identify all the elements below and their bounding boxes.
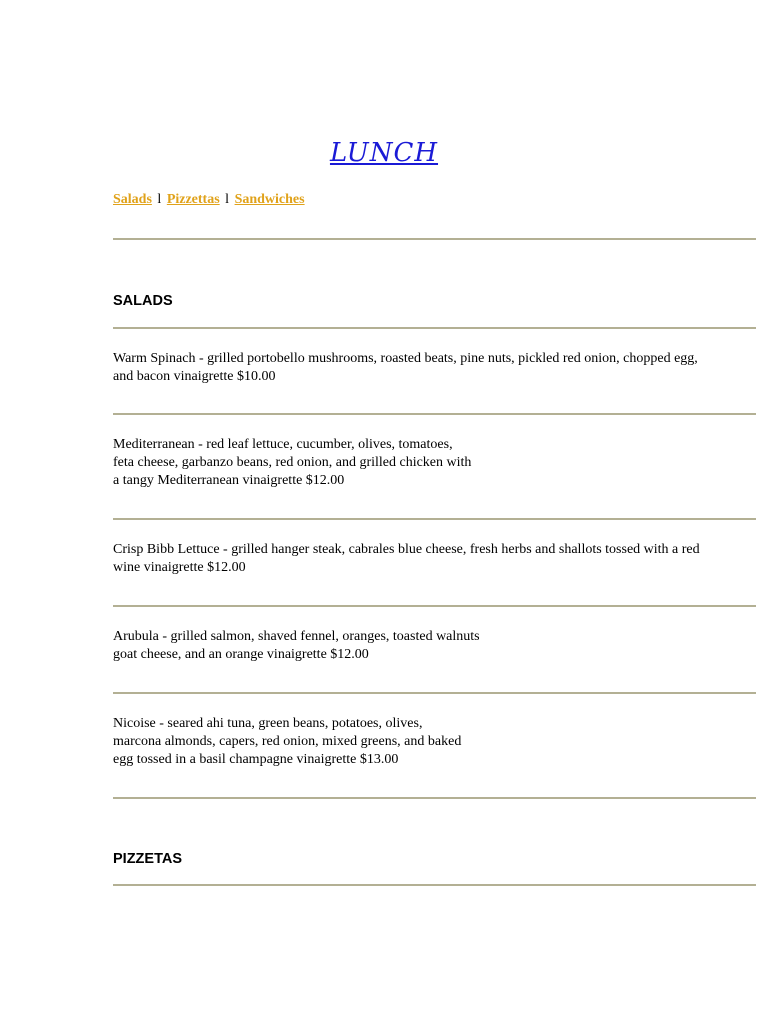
page-title: LUNCH bbox=[329, 138, 439, 168]
divider bbox=[113, 692, 756, 694]
menu-item-nicoise: Nicoise - seared ahi tuna, green beans, potatoes, olives, marcona almonds, capers, red onion, mixed greens, and baked egg tossed in a basil champagne vinaigrette $13.00 bbox=[113, 716, 462, 767]
menu-item-arubula: Arubula - grilled salmon, shaved fennel, oranges, toasted walnuts goat cheese, and an orange vinaigrette $12.00 bbox=[113, 629, 480, 662]
nav-separator: l bbox=[225, 192, 230, 207]
section-nav bbox=[113, 192, 305, 208]
divider bbox=[113, 884, 756, 886]
menu-item-warm-spinach: Warm Spinach - grilled portobello mushrooms, roasted beats, pine nuts, pickled red onion, chopped egg, and bacon vinaigrette $10.00 bbox=[113, 351, 698, 384]
divider bbox=[113, 605, 756, 607]
nav-link-sandwiches[interactable]: Sandwiches bbox=[234, 192, 305, 207]
menu-item-crisp-bibb-lettuce: Crisp Bibb Lettuce - grilled hanger steak, cabrales blue cheese, fresh herbs and shallots tossed with a red wine vinaigrette $12.00 bbox=[113, 542, 700, 575]
divider bbox=[113, 797, 756, 799]
nav-separator: l bbox=[157, 192, 162, 207]
divider bbox=[113, 518, 756, 520]
menu-item-mediterranean: Mediterranean - red leaf lettuce, cucumber, olives, tomatoes, feta cheese, garbanzo beans, red onion, and grilled chicken with a tangy Mediterranean vinaigrette $12.00 bbox=[113, 437, 472, 488]
nav-link-salads[interactable]: Salads bbox=[113, 192, 152, 207]
section-heading-salads: SALADS bbox=[113, 293, 173, 309]
nav-link-pizzettas[interactable]: Pizzettas bbox=[166, 192, 220, 207]
divider bbox=[113, 238, 756, 240]
section-heading-pizzetas: PIZZETAS bbox=[113, 851, 183, 867]
divider bbox=[113, 413, 756, 415]
divider bbox=[113, 327, 756, 329]
